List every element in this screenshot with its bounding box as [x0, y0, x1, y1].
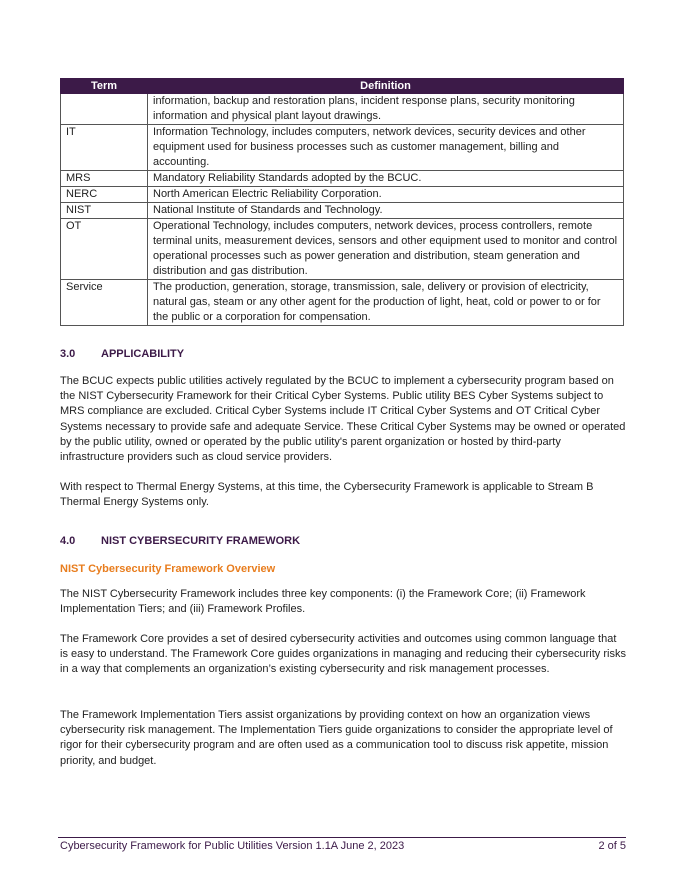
table-header-row: [61, 79, 624, 94]
column-header-definition: Definition: [148, 79, 624, 94]
footer-divider: [58, 837, 626, 838]
section-number: 3.0: [60, 348, 76, 360]
column-header-term: Term: [61, 79, 148, 94]
section-number: 4.0: [60, 535, 76, 547]
definitions-table: [60, 78, 624, 326]
section-heading-applicability: [60, 348, 184, 360]
section-title: NIST CYBERSECURITY FRAMEWORK: [101, 535, 301, 547]
definition-cell: National Institute of Standards and Technology.: [148, 203, 624, 219]
table-row: [61, 171, 624, 187]
table-row: [61, 125, 624, 171]
section-title: APPLICABILITY: [101, 348, 185, 360]
footer-document-title: Cybersecurity Framework for Public Utilities Version 1.1A June 2, 2023: [60, 840, 405, 852]
definition-cell: Mandatory Reliability Standards adopted by the BCUC.: [148, 171, 624, 187]
term-cell: NERC: [61, 187, 148, 203]
table-row: [61, 94, 624, 125]
table-row: [61, 219, 624, 280]
term-cell: NIST: [61, 203, 148, 219]
section-heading-nist-framework: [60, 535, 300, 547]
nist-paragraph-1: The NIST Cybersecurity Framework includes three key components: (i) the Framework Core; (ii) Framework Implementation Tiers; and (iii) Framework Profiles.: [60, 588, 586, 616]
table-row: [61, 280, 624, 326]
definition-cell: The production, generation, storage, transmission, sale, delivery or provision of electricity, natural gas, steam or any other agent for the production of light, heat, cold or power to or for the public or a corporation for compensation.: [148, 280, 624, 326]
nist-paragraph-3: The Framework Implementation Tiers assist organizations by providing context on how an organization views cybersecurity risk management. The Implementation Tiers guide organizations to consider the appropriate level of rigor for their cybersecurity program and are often used as a communication tool to discuss risk appetite, mission priority, and budget.: [60, 709, 613, 767]
applicability-paragraph-2: With respect to Thermal Energy Systems, at this time, the Cybersecurity Framework is applicable to Stream B Thermal Energy Systems only.: [60, 481, 594, 509]
nist-paragraph-2: The Framework Core provides a set of desired cybersecurity activities and outcomes using common language that is easy to understand. The Framework Core guides organizations in managing and reducing their cybersecurity risks in a way that complements an organization’s existing cybersecurity and risk management processes.: [60, 633, 626, 676]
subheading-framework-overview: NIST Cybersecurity Framework Overview: [60, 563, 276, 575]
table-row: [61, 203, 624, 219]
definition-cell: Operational Technology, includes computers, network devices, process controllers, remote terminal units, measurement devices, sensors and other equipment used to monitor and control operational processes such as power generation and distribution, steam generation and distribution and gas distribution.: [148, 219, 624, 280]
definition-cell: information, backup and restoration plans, incident response plans, security monitoring information and physical plant layout drawings.: [148, 94, 624, 125]
definition-cell: Information Technology, includes computers, network devices, security devices and other equipment used for business processes such as customer management, billing and accounting.: [148, 125, 624, 171]
term-cell: OT: [61, 219, 148, 280]
definition-cell: North American Electric Reliability Corporation.: [148, 187, 624, 203]
applicability-paragraph-1: The BCUC expects public utilities actively regulated by the BCUC to implement a cybersecurity program based on the NIST Cybersecurity Framework for their Critical Cyber Systems. Public utility BES Cyber Systems subject to MRS compliance are excluded. Critical Cyber Systems include IT Critical Cyber Systems and OT Critical Cyber Systems necessary to provide safe and adequate Service. These Critical Cyber Systems may be owned or operated by the public utility, owned or operated by the public utility's parent organization or hosted by third-party infrastructure providers such as cloud service providers.: [60, 375, 626, 464]
term-cell: [61, 94, 148, 125]
term-cell: MRS: [61, 171, 148, 187]
term-cell: IT: [61, 125, 148, 171]
term-cell: Service: [61, 280, 148, 326]
table-row: [61, 187, 624, 203]
footer-page-number: 2 of 5: [598, 840, 626, 852]
